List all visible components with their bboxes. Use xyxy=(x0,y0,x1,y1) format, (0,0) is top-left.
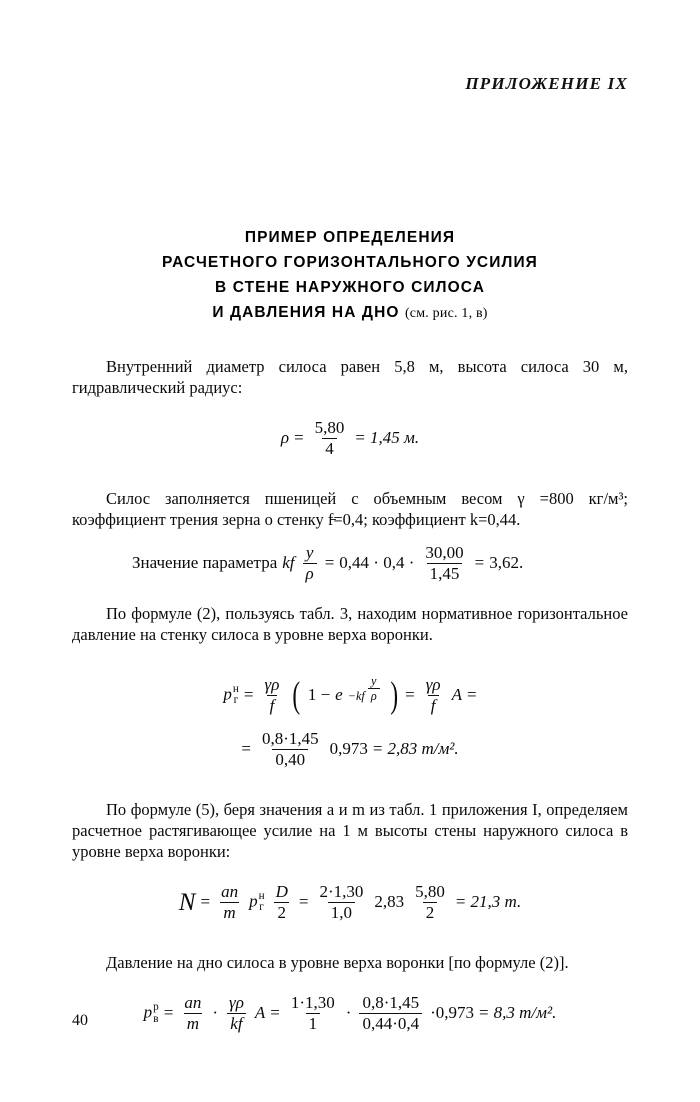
eq4-p-indices xyxy=(259,891,265,914)
eq5-p-indices xyxy=(153,1002,159,1025)
page-content xyxy=(72,225,628,1034)
eq1-result: 1,45 м. xyxy=(370,427,420,447)
eq2-den-1: ρ xyxy=(303,563,317,584)
eq3-exp-num: y xyxy=(371,673,377,688)
eq3-lhs-symbol: p xyxy=(223,684,232,704)
eq4-value: 2,83 xyxy=(374,892,405,912)
eq5-fraction-4 xyxy=(359,993,422,1033)
eq5-num-1: an xyxy=(184,993,202,1013)
eq2-fraction-1 xyxy=(303,543,317,583)
paragraph-formula-2: По формуле (2), пользуясь табл. 3, находим нормативное горизонтальное давление на стенку силоса в уровне верха воронки. xyxy=(72,604,628,645)
eq5-p-symbol: p xyxy=(143,1002,153,1022)
eq2-den-2: 1,45 xyxy=(427,563,463,584)
eq1-numerator: 5,80 xyxy=(314,418,345,437)
eq3-equals-4: = xyxy=(372,738,383,758)
paragraph-intro: Внутренний диаметр силоса равен 5,8 м, высота силоса 30 м, гидравлический радиус: xyxy=(72,357,628,397)
eq3-line2-equals: = xyxy=(241,738,251,758)
eq3-multiplier: 0,973 xyxy=(329,738,368,758)
eq4-num-2: D xyxy=(275,882,288,902)
eq4-den-3: 1,0 xyxy=(328,902,355,923)
eq3-one-minus: 1 − xyxy=(307,684,331,704)
equation-tensile-force xyxy=(72,882,628,922)
eq1-lhs: ρ xyxy=(280,427,290,447)
eq3-fraction-3 xyxy=(259,729,322,769)
eq3-e: e xyxy=(335,684,343,704)
eq4-p-sub: г xyxy=(259,901,264,914)
eq3-exp-coef: −kf xyxy=(347,688,365,703)
running-head: ПРИЛОЖЕНИЕ IX xyxy=(465,74,628,93)
eq1-equals-2: = xyxy=(355,427,365,447)
eq4-num-3: 2·1,30 xyxy=(319,882,364,902)
page-number: 40 xyxy=(72,1012,88,1029)
eq5-A: A xyxy=(254,1003,266,1023)
eq4-den-4: 2 xyxy=(423,902,438,923)
eq3-den-2: f xyxy=(428,695,439,716)
eq4-equals-3: = xyxy=(455,892,466,912)
eq3-exp-den: ρ xyxy=(368,688,380,703)
eq2-equals-2: = xyxy=(474,552,485,572)
eq5-num-4: 0,8·1,45 xyxy=(362,993,420,1013)
eq5-num-3: 1·1,30 xyxy=(290,993,335,1013)
eq3-A: A xyxy=(451,684,462,704)
eq5-p-sup: р xyxy=(153,1001,159,1014)
eq4-fraction-1 xyxy=(218,882,241,922)
eq3-den-3: 0,40 xyxy=(272,749,308,770)
eq5-equals-3: = xyxy=(479,1003,489,1023)
eq2-equals-1: = xyxy=(324,552,335,572)
title-figure-note: (см. рис. 1, в) xyxy=(404,306,488,321)
eq3-paren-open: ( xyxy=(292,674,301,716)
eq3-equals-2: = xyxy=(405,684,415,704)
title-line-2: РАСЧЕТНОГО ГОРИЗОНТАЛЬНОГО УСИЛИЯ xyxy=(162,254,538,271)
eq1-denominator: 4 xyxy=(322,438,337,459)
eq3-lhs xyxy=(223,684,239,707)
eq2-coefficient: kf xyxy=(282,552,295,572)
eq4-equals-2: = xyxy=(298,892,309,912)
eq3-paren-close: ) xyxy=(390,674,398,716)
eq2-fraction-2 xyxy=(422,543,466,583)
title-line-1: ПРИМЕР ОПРЕДЕЛЕНИЯ xyxy=(244,229,456,246)
eq3-num-3: 0,8·1,45 xyxy=(261,729,319,749)
paragraph-bottom-pressure: Давление на дно силоса в уровне верха воронки [по формуле (2)]. xyxy=(106,953,569,973)
eq5-den-2: kf xyxy=(227,1013,245,1034)
equation-bottom-pressure xyxy=(72,993,628,1033)
eq2-values: 0,44 · 0,4 · xyxy=(339,552,415,572)
eq4-den-1: m xyxy=(220,902,238,923)
eq4-p-term xyxy=(249,891,265,914)
eq3-num-2: γρ xyxy=(425,675,441,695)
eq3-lhs-indices xyxy=(233,684,239,707)
eq2-num-1: y xyxy=(305,543,314,563)
eq3-lhs-sup: н xyxy=(232,682,239,695)
eq5-den-4: 0,44·0,4 xyxy=(359,1013,422,1034)
eq4-fraction-2 xyxy=(273,882,291,922)
eq4-p-symbol: p xyxy=(249,891,258,911)
eq5-dot-2: · xyxy=(345,1003,352,1023)
eq3-lhs-sub: г xyxy=(233,694,239,707)
eq3-exp-fraction xyxy=(368,674,380,703)
eq4-result: 21,3 т. xyxy=(470,892,522,912)
eq4-num-4: 5,80 xyxy=(415,882,445,902)
eq3-exponent xyxy=(348,674,383,703)
eq5-den-1: m xyxy=(184,1013,202,1034)
equation-horizontal-pressure xyxy=(72,675,628,769)
paragraph-wheat-fill: Силос заполняется пшеницей с объемным весом γ =800 кг/м³; коэффициент трения зерна о стенку f̵=0,4; коэффициент k=0,44. xyxy=(72,489,628,530)
eq5-equals-2: = xyxy=(270,1003,280,1023)
paragraph-formula-5: По формуле (5), беря значения a и m из табл. 1 приложения I, определяем расчетное растягивающее усилие на 1 м высоты стены наружного силоса в уровне верха воронки: xyxy=(72,800,628,862)
eq3-equals-1: = xyxy=(243,684,254,704)
eq4-equals-1: = xyxy=(200,892,211,912)
title-line-3: В СТЕНЕ НАРУЖНОГО СИЛОСА xyxy=(215,279,485,296)
eq5-lhs xyxy=(144,1002,159,1025)
eq1-fraction xyxy=(312,418,348,458)
equation-hydraulic-radius xyxy=(72,418,628,458)
eq4-N: N xyxy=(178,888,196,916)
eq2-label: Значение параметра xyxy=(132,552,278,572)
eq3-result: 2,83 т/м². xyxy=(387,738,459,758)
equation-parameter xyxy=(72,543,628,583)
title-line-4 xyxy=(72,300,628,326)
eq2-result: 3,62. xyxy=(489,552,524,572)
eq4-fraction-3 xyxy=(316,882,366,922)
eq1-equals-1: = xyxy=(294,427,304,447)
eq3-fraction-1 xyxy=(262,675,283,715)
eq5-den-3: 1 xyxy=(306,1013,321,1034)
eq3-equals-3: = xyxy=(466,684,477,704)
eq5-equals-1: = xyxy=(163,1003,174,1023)
eq2-num-2: 30,00 xyxy=(425,543,464,563)
eq5-result: 8,3 т/м². xyxy=(493,1003,557,1023)
eq4-p-sup: н xyxy=(258,889,265,902)
eq4-den-2: 2 xyxy=(274,902,289,923)
section-title xyxy=(72,225,628,326)
eq3-den-1: f xyxy=(267,695,278,716)
eq4-num-1: an xyxy=(221,882,239,902)
eq5-fraction-3 xyxy=(288,993,338,1033)
eq4-fraction-4 xyxy=(412,882,448,922)
eq5-fraction-1 xyxy=(181,993,204,1033)
title-line-4-text: И ДАВЛЕНИЯ НА ДНО xyxy=(212,304,400,321)
eq5-fraction-2 xyxy=(226,993,247,1033)
eq5-num-2: γρ xyxy=(229,993,244,1013)
eq5-p-sub: в xyxy=(153,1012,159,1025)
eq3-fraction-2 xyxy=(423,675,444,715)
eq3-num-1: γρ xyxy=(264,675,280,695)
eq5-multiplier: ·0,973 xyxy=(430,1003,475,1023)
eq5-dot-1: · xyxy=(212,1003,219,1023)
